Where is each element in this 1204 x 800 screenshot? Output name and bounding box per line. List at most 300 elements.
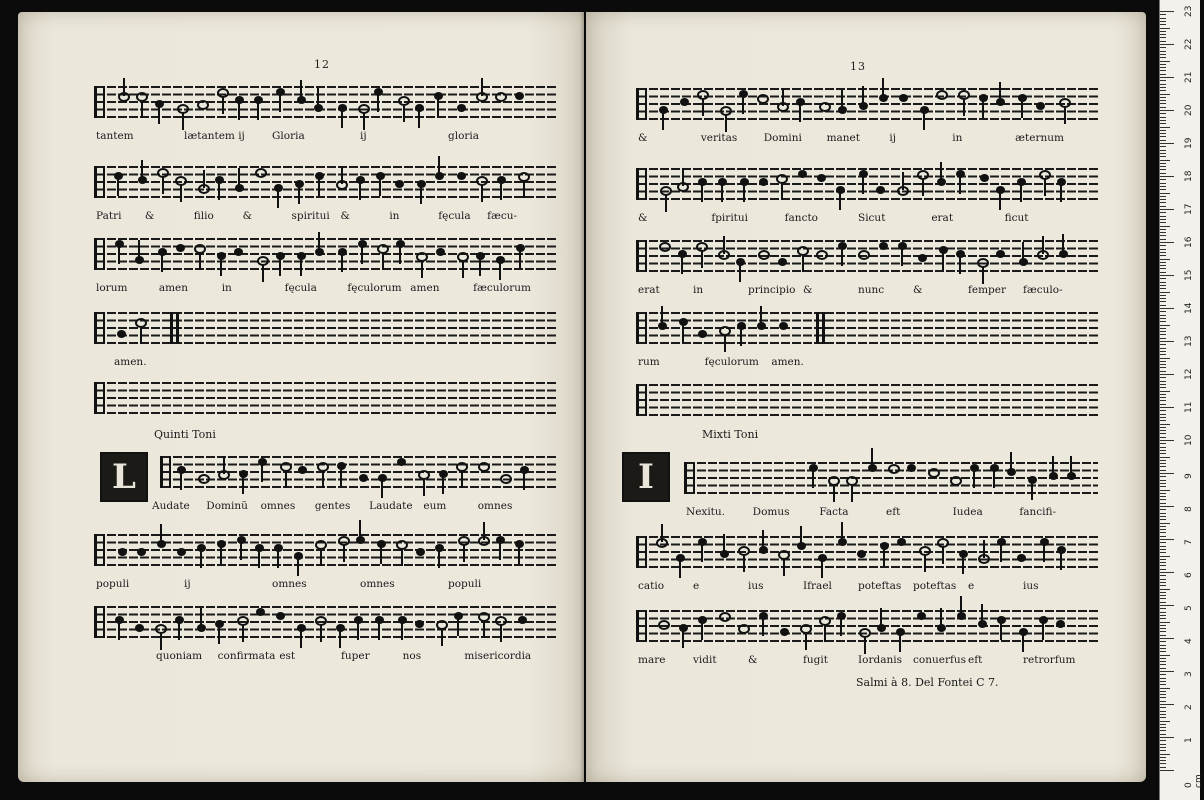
clef-symbol [636, 168, 647, 200]
ruler-tick [1160, 226, 1170, 227]
music-note [719, 326, 731, 336]
music-note [659, 242, 671, 252]
music-note [518, 616, 527, 624]
ruler-tick [1160, 351, 1166, 352]
ruler-tick [1160, 697, 1166, 698]
lyric-word: in [221, 282, 232, 294]
music-note [779, 322, 788, 330]
music-system [638, 236, 1098, 296]
lyric-word: principio [748, 284, 796, 296]
music-note [375, 616, 384, 624]
ruler-tick [1160, 664, 1166, 665]
ruler-tick [1160, 272, 1166, 273]
ruler-tick [1160, 589, 1170, 590]
ruler-tick [1160, 407, 1174, 408]
lyric-word: fæculorum [473, 282, 531, 294]
lyric-word: Gloria [272, 130, 305, 142]
ruler-tick [1160, 536, 1166, 537]
page-number: 13 [850, 60, 866, 73]
ruler-tick [1160, 143, 1174, 144]
ruler-tick [1160, 202, 1166, 203]
clef-symbol [94, 238, 105, 270]
ruler-tick [1160, 757, 1166, 758]
ruler-tick [1160, 14, 1166, 15]
ruler-tick [1160, 163, 1166, 164]
ruler-tick [1160, 245, 1166, 246]
ruler-tick [1160, 427, 1166, 428]
ruler-tick [1160, 539, 1174, 540]
ruler-tick [1160, 509, 1166, 510]
ruler-tick [1160, 605, 1174, 606]
ruler-tick [1160, 602, 1166, 603]
ruler-tick [1160, 516, 1166, 517]
ruler-tick [1160, 255, 1166, 256]
ruler-tick [1160, 179, 1166, 180]
music-note [215, 620, 224, 628]
music-note [478, 536, 490, 546]
ruler-tick [1160, 417, 1166, 418]
ruler-label: 10 [1184, 434, 1194, 446]
music-note [135, 318, 147, 328]
clef-symbol [94, 382, 105, 414]
ruler-tick [1160, 358, 1170, 359]
staff-lines [638, 168, 1098, 200]
ruler-tick [1160, 598, 1166, 599]
clef-symbol [94, 312, 105, 344]
lyric-word: ius [1023, 580, 1039, 592]
ruler-tick [1160, 618, 1166, 619]
lyric-word: fancifi- [1019, 506, 1057, 518]
ruler-tick [1160, 473, 1174, 474]
ruler-tick [1160, 424, 1170, 425]
ruler-tick [1160, 61, 1170, 62]
lyric-word: & [340, 210, 350, 222]
music-note [336, 624, 345, 632]
music-note [255, 544, 264, 552]
ruler-tick [1160, 684, 1166, 685]
ruler-tick [1160, 433, 1166, 434]
music-note [1057, 546, 1066, 554]
lyric-word: æternum [1015, 132, 1064, 144]
music-system [96, 162, 556, 222]
ruler-tick [1160, 229, 1166, 230]
music-note [777, 102, 789, 112]
staff-lines [638, 536, 1098, 568]
decorated-initial: L [100, 452, 148, 502]
ruler-tick [1160, 641, 1166, 642]
ruler-tick [1160, 724, 1166, 725]
ruler-tick [1160, 681, 1166, 682]
ruler-tick [1160, 585, 1166, 586]
lyric-word: omnes [360, 578, 395, 590]
lyric-word: fęcula [438, 210, 471, 222]
music-note [358, 240, 367, 248]
ruler-label: 12 [1184, 368, 1194, 380]
ruler-tick [1160, 400, 1166, 401]
ruler-tick [1160, 744, 1166, 745]
clef-symbol [636, 536, 647, 568]
music-note [155, 624, 167, 634]
music-note [439, 470, 448, 478]
ruler-tick [1160, 160, 1170, 161]
music-note [920, 106, 929, 114]
music-note [718, 178, 727, 186]
music-note [356, 176, 365, 184]
music-note [888, 464, 900, 474]
ruler-tick [1160, 486, 1166, 487]
ruler-tick [1160, 57, 1166, 58]
lyric-word: vidit [693, 654, 717, 666]
music-note [858, 250, 870, 260]
music-note [720, 106, 732, 116]
ruler-tick [1160, 100, 1166, 101]
ruler-tick [1160, 397, 1166, 398]
right-page [586, 12, 1146, 782]
ruler-tick [1160, 740, 1166, 741]
staff-lines [638, 384, 1098, 416]
ruler-tick [1160, 120, 1166, 121]
music-note [797, 542, 806, 550]
ruler-tick [1160, 87, 1166, 88]
ruler-tick [1160, 315, 1166, 316]
ruler-tick [1160, 420, 1166, 421]
ruler-tick [1160, 292, 1170, 293]
ruler-tick [1160, 721, 1170, 722]
ruler-tick [1160, 328, 1166, 329]
lyric-word: in [389, 210, 400, 222]
music-note [457, 172, 466, 180]
music-note [859, 102, 868, 110]
ruler-tick [1160, 140, 1166, 141]
lyric-word: amen [158, 282, 189, 294]
ruler-tick [1160, 156, 1166, 157]
ruler-tick [1160, 183, 1166, 184]
ruler-tick [1160, 694, 1166, 695]
ruler-label: 3 [1184, 671, 1194, 677]
ruler-tick [1160, 750, 1166, 751]
ruler-tick [1160, 84, 1166, 85]
ruler-tick [1160, 28, 1170, 29]
lyric-word: fæculo- [1023, 284, 1063, 296]
lyric-word: Nexitu. [686, 506, 726, 518]
music-note [136, 92, 148, 102]
ruler-tick [1160, 691, 1166, 692]
ruler-tick [1160, 107, 1166, 108]
ruler-tick [1160, 288, 1166, 289]
ruler-tick [1160, 513, 1166, 514]
lyric-word: manet [826, 132, 860, 144]
music-note [859, 628, 871, 638]
ruler-label: 4 [1184, 638, 1194, 644]
lyric-word: populi [448, 578, 482, 590]
ruler-tick [1160, 717, 1166, 718]
ruler-tick [1160, 532, 1166, 533]
page-footer: Salmi à 8. Del Fontei C 7. [856, 676, 999, 689]
ruler-tick [1160, 235, 1166, 236]
music-system [96, 234, 556, 294]
music-note [720, 550, 729, 558]
music-note [719, 612, 731, 622]
ruler-label: 16 [1184, 236, 1194, 248]
music-note [457, 252, 469, 262]
lyric-word: lætantem ij [184, 130, 245, 142]
music-system [638, 164, 1098, 224]
ruler-tick [1160, 166, 1166, 167]
clef-symbol [94, 86, 105, 118]
ruler-tick [1160, 374, 1174, 375]
music-note [415, 620, 424, 628]
ruler-tick [1160, 94, 1170, 95]
ruler-tick [1160, 450, 1166, 451]
staff-lines [96, 312, 556, 344]
music-note [215, 176, 224, 184]
ruler-tick [1160, 113, 1166, 114]
ruler-tick [1160, 278, 1166, 279]
ruler-tick [1160, 232, 1166, 233]
ruler-tick [1160, 311, 1166, 312]
music-note [737, 322, 746, 330]
ruler-tick [1160, 394, 1166, 395]
ruler-tick [1160, 747, 1166, 748]
ruler-tick [1160, 608, 1166, 609]
music-note [458, 536, 470, 546]
ruler-tick [1160, 74, 1166, 75]
ruler-tick [1160, 483, 1166, 484]
lyric-word: & [803, 284, 813, 296]
music-note [1019, 628, 1028, 636]
music-note [997, 538, 1006, 546]
ruler-tick [1160, 193, 1170, 194]
ruler-tick [1160, 361, 1166, 362]
music-note [457, 104, 466, 112]
ruler-tick [1160, 490, 1170, 491]
ruler-tick [1160, 615, 1166, 616]
music-system [638, 308, 1098, 368]
ruler-tick [1160, 707, 1166, 708]
lyric-word: fæcu- [487, 210, 518, 222]
music-note [500, 474, 512, 484]
ruler-tick [1160, 440, 1174, 441]
music-note [280, 462, 292, 472]
music-note [338, 104, 347, 112]
ruler-tick [1160, 136, 1166, 137]
music-note [918, 254, 927, 262]
ruler-tick [1160, 447, 1166, 448]
ruler-tick [1160, 146, 1166, 147]
ruler-tick [1160, 655, 1170, 656]
music-note [237, 616, 249, 626]
ruler-tick [1160, 658, 1166, 659]
ruler-tick [1160, 711, 1166, 712]
ruler-tick [1160, 222, 1166, 223]
ruler-tick [1160, 612, 1166, 613]
music-note [778, 550, 790, 560]
lyric-word: omnes [272, 578, 307, 590]
ruler-tick [1160, 295, 1166, 296]
music-note [138, 176, 147, 184]
ruler-label: 18 [1184, 170, 1194, 182]
music-note [520, 466, 529, 474]
section-heading: Mixti Toni [702, 428, 759, 441]
music-note [515, 92, 524, 100]
ruler-tick [1160, 638, 1174, 639]
ruler-tick [1160, 767, 1166, 768]
ruler-tick [1160, 24, 1166, 25]
ruler-tick [1160, 701, 1166, 702]
music-note [338, 536, 350, 546]
ruler-tick [1160, 466, 1166, 467]
music-note [680, 98, 689, 106]
music-note [257, 256, 269, 266]
ruler-tick [1160, 668, 1166, 669]
bar-line [822, 312, 825, 344]
ruler-tick [1160, 410, 1166, 411]
ruler-tick [1160, 123, 1166, 124]
lyric-word: & [913, 284, 923, 296]
ruler-tick [1160, 493, 1166, 494]
ruler-tick [1160, 635, 1166, 636]
lyric-word: eft [886, 506, 901, 518]
music-note [217, 252, 226, 260]
music-note [937, 538, 949, 548]
ruler-tick [1160, 305, 1166, 306]
lyric-word: Iordanis [858, 654, 902, 666]
lyric-word: erat [638, 284, 660, 296]
lyric-word: lorum [96, 282, 128, 294]
music-note [297, 96, 306, 104]
decorated-initial: I [622, 452, 670, 502]
music-note [659, 106, 668, 114]
music-note [397, 458, 406, 466]
music-system [96, 602, 556, 662]
music-note [137, 548, 146, 556]
lyric-word: misericordia [464, 650, 532, 662]
ruler-tick [1160, 150, 1166, 151]
ruler-tick [1160, 592, 1166, 593]
clef-symbol [94, 166, 105, 198]
lyric-word: tantem [96, 130, 134, 142]
ruler-tick [1160, 628, 1166, 629]
music-note [177, 466, 186, 474]
ruler-tick [1160, 318, 1166, 319]
music-note [398, 96, 410, 106]
ruler-tick [1160, 737, 1174, 738]
lyric-word: Patri [96, 210, 122, 222]
lyric-word: mare [638, 654, 666, 666]
ruler-tick [1160, 678, 1166, 679]
music-note [1040, 538, 1049, 546]
ruler-tick [1160, 391, 1170, 392]
lyric-word: Laudate [369, 500, 413, 512]
ruler-tick [1160, 625, 1166, 626]
lyric-word: Facta [819, 506, 849, 518]
ruler-tick [1160, 275, 1174, 276]
music-note [970, 464, 979, 472]
ruler-tick [1160, 651, 1166, 652]
ruler-tick [1160, 460, 1166, 461]
lyric-word: Sicut [858, 212, 886, 224]
ruler-tick [1160, 565, 1166, 566]
clef-symbol [94, 606, 105, 638]
ruler-tick [1160, 569, 1166, 570]
ruler-tick [1160, 262, 1166, 263]
music-note [518, 172, 530, 182]
ruler-label: 21 [1184, 71, 1194, 83]
music-note [135, 624, 144, 632]
ruler-tick [1160, 430, 1166, 431]
ruler-tick [1160, 344, 1166, 345]
lyric-word: ij [889, 132, 897, 144]
ruler-tick [1160, 559, 1166, 560]
lyric-word: Iudea [952, 506, 983, 518]
ruler-tick [1160, 199, 1166, 200]
ruler-tick [1160, 674, 1166, 675]
ruler-tick [1160, 763, 1166, 764]
ruler-tick [1160, 503, 1166, 504]
lyric-word: Dominũ [206, 500, 248, 512]
ruler-tick [1160, 196, 1166, 197]
lyric-word: confirmata [217, 650, 276, 662]
ruler-tick [1160, 526, 1166, 527]
ruler-tick [1160, 34, 1166, 35]
music-note [778, 258, 787, 266]
lyric-word: e [693, 580, 700, 592]
music-system [638, 380, 1098, 424]
ruler-tick [1160, 404, 1166, 405]
lyric-word: omnes [260, 500, 296, 512]
ruler-tick [1160, 206, 1166, 207]
music-note [819, 616, 831, 626]
lyric-word: fugit [803, 654, 828, 666]
music-note [415, 104, 424, 112]
lyric-word: fęculorum [704, 356, 759, 368]
ruler-tick [1160, 325, 1170, 326]
lyric-word: & [748, 654, 758, 666]
ruler-tick [1160, 41, 1166, 42]
ruler-tick [1160, 265, 1166, 266]
lyric-word: poteftas [913, 580, 957, 592]
ruler-tick [1160, 556, 1170, 557]
music-note [877, 624, 886, 632]
lyric-word: Ifrael [803, 580, 832, 592]
ruler-tick [1160, 572, 1174, 573]
lyric-word: Domus [752, 506, 790, 518]
ruler-tick [1160, 54, 1166, 55]
music-note [958, 90, 970, 100]
ruler-tick [1160, 11, 1174, 12]
music-note [175, 176, 187, 186]
music-note [1059, 98, 1071, 108]
music-note [698, 330, 707, 338]
music-system [686, 458, 1098, 518]
lyric-word: veritas [700, 132, 738, 144]
ruler-tick [1160, 268, 1166, 269]
ruler-tick [1160, 219, 1166, 220]
clef-symbol [684, 462, 695, 494]
music-note [118, 548, 127, 556]
music-note [979, 94, 988, 102]
music-note [359, 474, 368, 482]
music-note [317, 462, 329, 472]
ruler-tick [1160, 727, 1166, 728]
ruler-tick [1160, 67, 1166, 68]
music-system [638, 84, 1098, 144]
ruler-tick [1160, 308, 1174, 309]
ruler-tick [1160, 377, 1166, 378]
ruler-tick [1160, 173, 1166, 174]
ruler-label: 17 [1184, 203, 1194, 215]
ruler-label: 11 [1184, 401, 1194, 413]
